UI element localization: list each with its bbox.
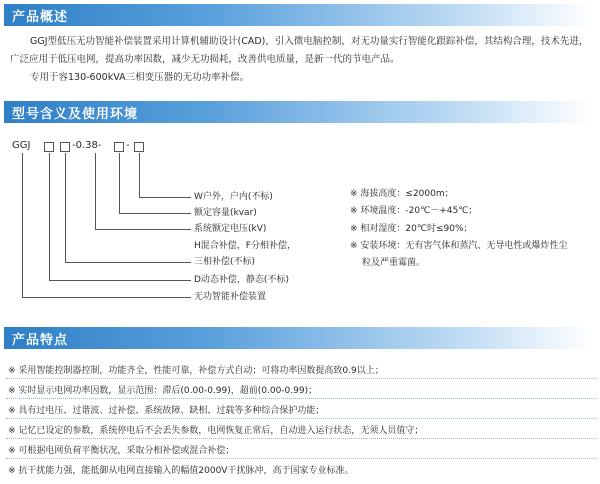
- overview-line-3: 专用于容130-600kVA三相变压器的无功功率补偿。: [30, 72, 250, 83]
- connector-capacity: [119, 153, 120, 214]
- feature-item: ※ 采用智能控制器控制，功能齐全，性能可靠，补偿方式自动；可将功率因数提高致0.9以上；: [8, 366, 384, 376]
- label-capacity: 额定容量(kvar): [194, 208, 257, 218]
- overview-line-1: GGJ型低压无功智能补偿装置采用计算机辅助设计(CAD)，引入微电脑控制，对无功量实行智能化跟踪补偿，其结构合理，技术先进，: [30, 36, 589, 47]
- feature-item: ※ 可根据电网负荷平衡状况，采取分相补偿或混合补偿；: [8, 446, 235, 456]
- section-header-overview: [4, 4, 594, 26]
- model-slot-h: [60, 142, 70, 152]
- env-altitude: ※ 海拔高度：≤2000m；: [350, 189, 454, 199]
- feature-item: ※ 记忆已设定的参数，系统停电后不会丢失参数，电网恢复正常后，自动进入运行状态，无须人员值守；: [8, 426, 424, 436]
- feature-item: ※ 实时显示电网功率因数，显示范围：滞后(0.00-0.99)，超前(0.00-0.99)；: [8, 386, 318, 396]
- section-header-model: [4, 101, 594, 123]
- env-humidity: ※ 相对湿度：20℃时≤90%；: [350, 224, 473, 234]
- model-slot-w: [134, 142, 144, 152]
- label-d: D动态补偿，静态(不标): [194, 275, 289, 285]
- connector-ggj: [22, 153, 23, 298]
- label-ggj: 无功智能补偿装置: [194, 292, 267, 302]
- connector-d: [49, 153, 50, 281]
- section-header-features: [4, 327, 594, 349]
- label-three-phase: 三相补偿(不标): [194, 257, 256, 267]
- model-voltage-code: -0.38-: [72, 140, 102, 151]
- model-prefix: GGJ: [12, 140, 31, 151]
- model-slot-d: [44, 142, 54, 152]
- section-title-model: 型号含义及使用环境: [12, 107, 139, 122]
- section-title-features: 产品特点: [12, 333, 69, 348]
- env-temperature: ※ 环境温度：-20℃－+45℃；: [350, 206, 478, 216]
- env-installation: ※ 安装环境：无有害气体和蒸汽、无导电性或爆炸性尘: [350, 241, 568, 251]
- model-dash: -: [126, 140, 130, 151]
- label-voltage: 系统额定电压(kV): [194, 224, 267, 234]
- feature-item: ※ 抗干扰能力强，能抵御从电网直接输入的幅值2000V干扰脉冲，高于国家专业标准。: [8, 466, 354, 476]
- overview-line-2: 广泛应用于低压电网，提高功率因数，减少无功损耗，改善供电质量，是新一代的节电产品。: [10, 54, 400, 65]
- label-h: H混合补偿，F分相补偿，: [194, 241, 296, 251]
- connector-voltage: [95, 153, 96, 230]
- label-w: W户外，户内(不标): [194, 192, 273, 202]
- model-slot-capacity: [114, 142, 124, 152]
- env-installation-cont: 粒及严重霉菌。: [362, 258, 426, 268]
- connector-h: [65, 153, 66, 263]
- connector-w: [139, 153, 140, 198]
- section-title-overview: 产品概述: [12, 10, 69, 25]
- feature-item: ※ 具有过电压、过谐波、过补偿、系统故障、缺相、过载等多种综合保护功能；: [8, 406, 325, 416]
